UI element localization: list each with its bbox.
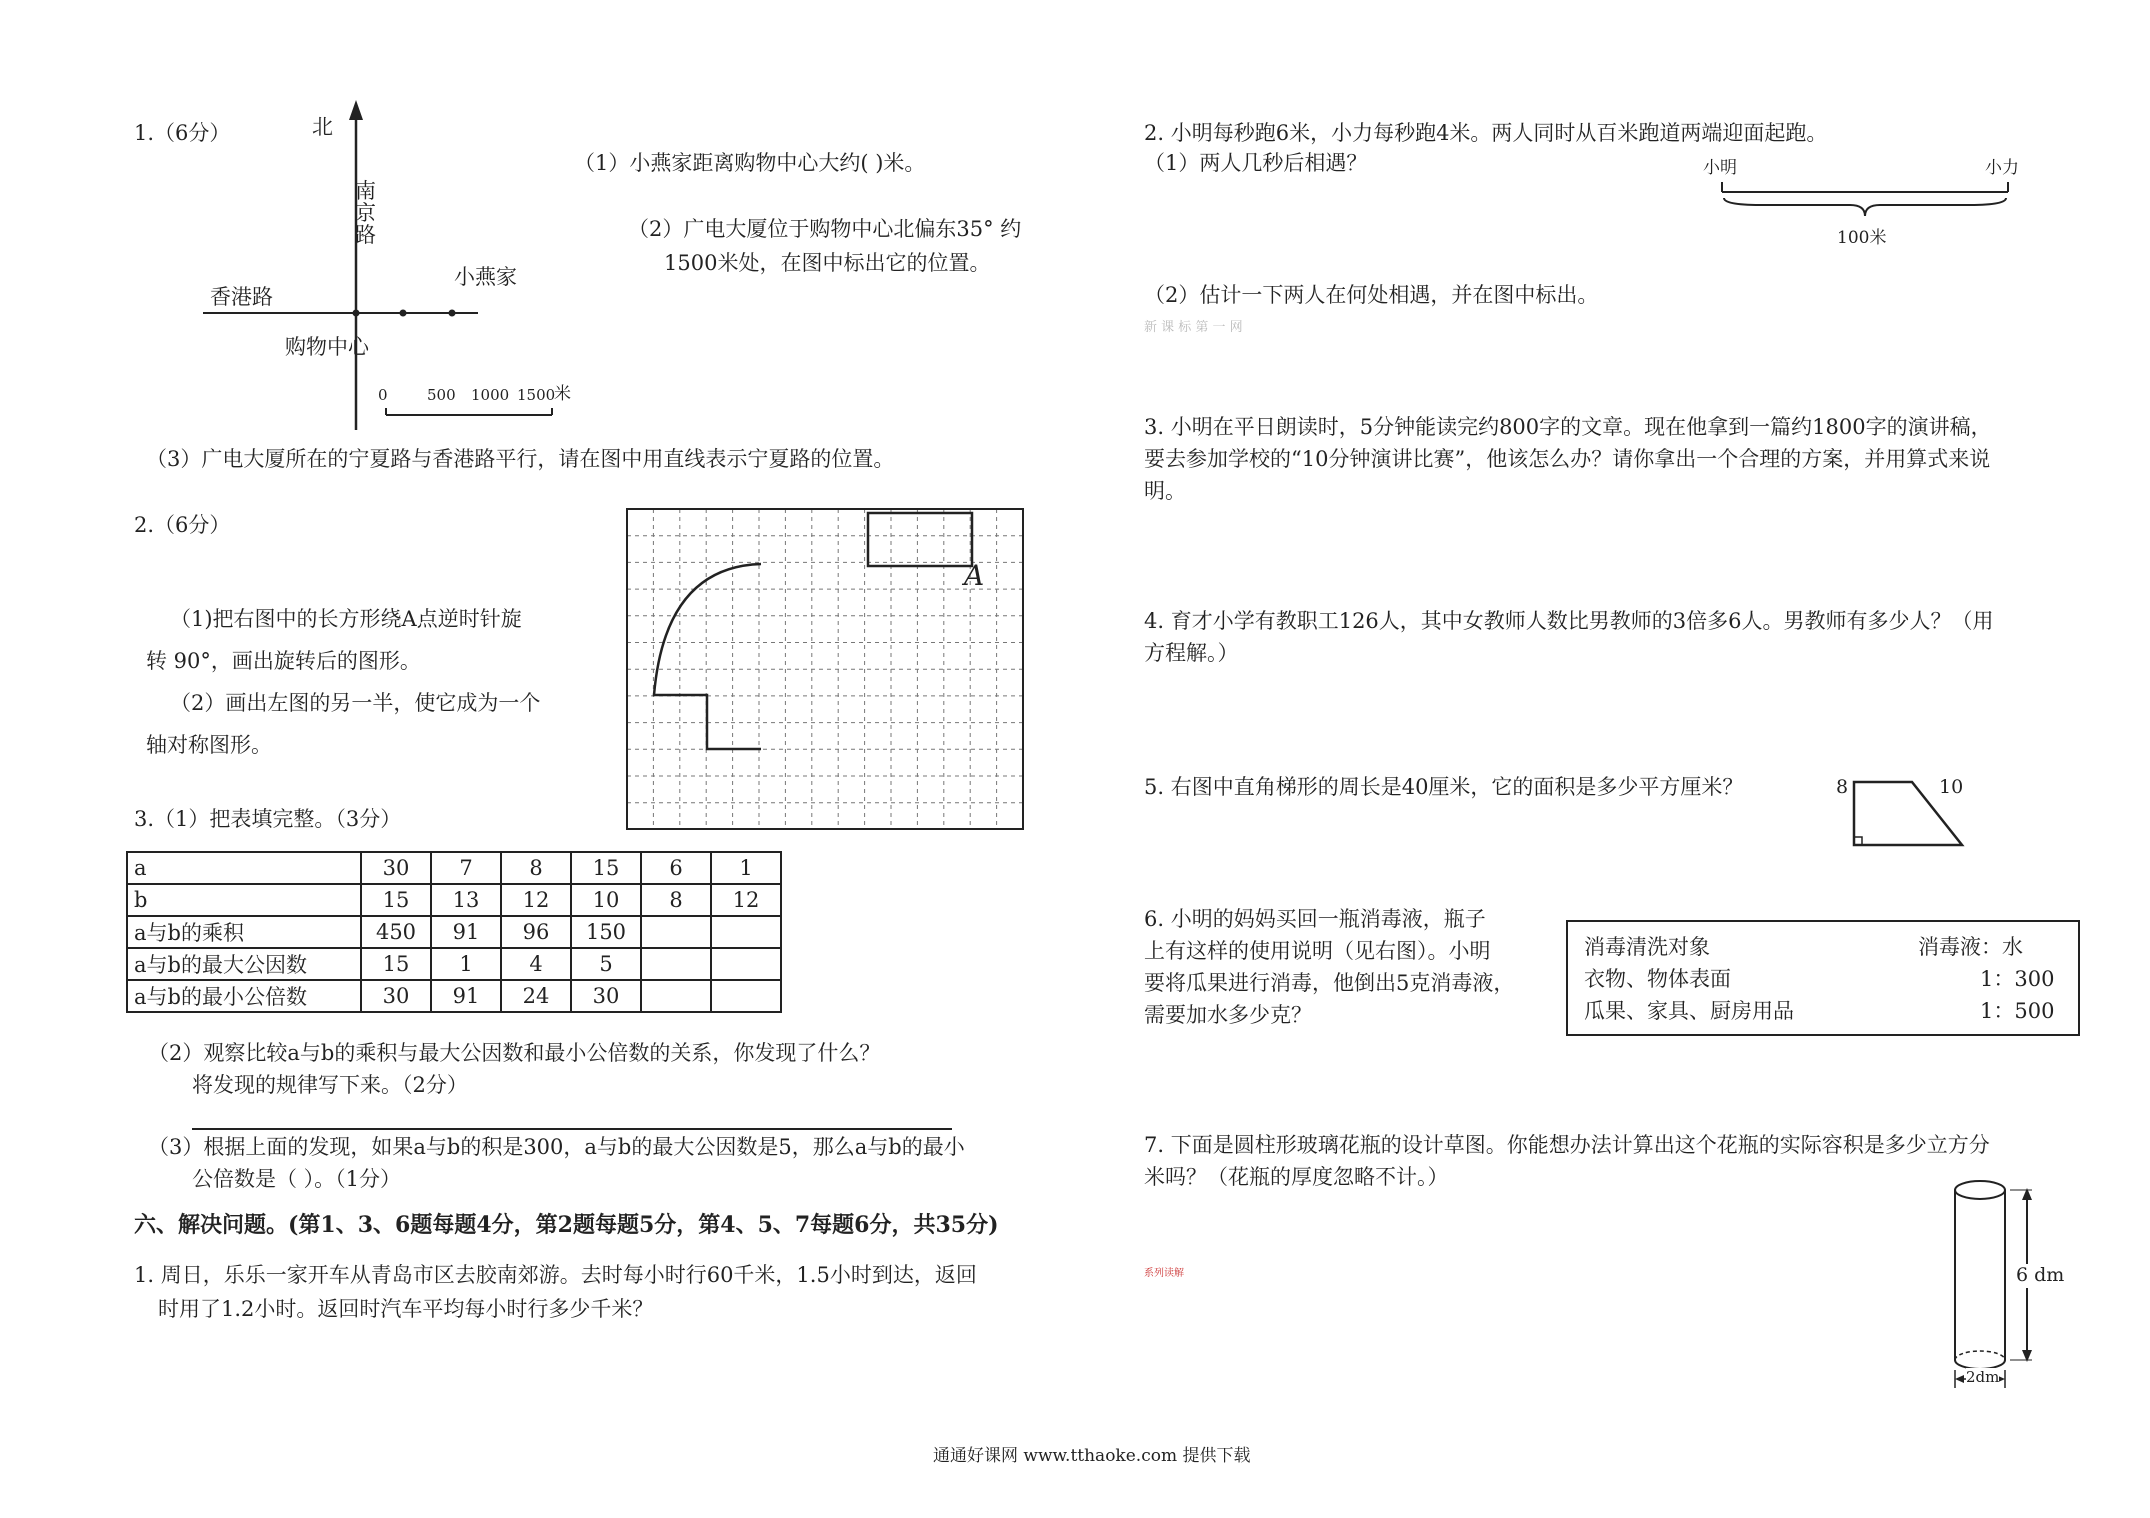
table-cell [641, 948, 711, 980]
table-cell: 30 [361, 980, 431, 1012]
row-header-cell: a与b的最小公倍数 [127, 980, 361, 1012]
table-cell: 450 [361, 916, 431, 948]
xiaoli-label: 小力 [1985, 158, 2019, 178]
half-figure-shape [654, 564, 761, 749]
trapezoid-figure [1850, 780, 1970, 850]
scale-label-0: 0 [378, 386, 388, 404]
table-cell: 15 [571, 852, 641, 884]
scale-label-500: 500 [427, 386, 456, 404]
q1-sub2-line1: （2）广电大厦位于购物中心北偏东35° 约 [628, 217, 1022, 241]
watermark: 新 课 标 第 一 网 [1144, 320, 1243, 335]
table-cell: 1 [431, 948, 501, 980]
problem-4-line1: 4. 育才小学有教职工126人，其中女教师人数比男教师的3倍多6人。男教师有多少人？（用 [1144, 609, 1994, 633]
table-cell: 15 [361, 884, 431, 916]
trapezoid-side-8: 8 [1836, 776, 1849, 798]
table-row [127, 916, 781, 948]
table-cell: 30 [571, 980, 641, 1012]
problem-1-line1: 1. 周日，乐乐一家开车从青岛市区去胶南郊游。去时每小时行60千米，1.5小时到达，返回 [134, 1263, 977, 1287]
xiaoming-label: 小明 [1703, 158, 1737, 178]
answer-line [192, 1128, 952, 1130]
table-cell: 91 [431, 916, 501, 948]
table-cell: 4 [501, 948, 571, 980]
track-diagram [1720, 180, 2020, 220]
q1-map-diagram [0, 0, 600, 440]
table-cell: 13 [431, 884, 501, 916]
q3-table [126, 851, 782, 1013]
q3-sub2-line2: 将发现的规律写下来。（2分） [192, 1073, 468, 1097]
table-row [127, 948, 781, 980]
table-cell: 5 [571, 948, 641, 980]
table-cell: 7 [431, 852, 501, 884]
table-cell: 1 [711, 852, 781, 884]
table-cell [711, 948, 781, 980]
q1-sub1: （1）小燕家距离购物中心大约( )米。 [574, 151, 926, 175]
table-cell: 24 [501, 980, 571, 1012]
problem-1-line2: 时用了1.2小时。返回时汽车平均每小时行多少千米？ [158, 1297, 654, 1321]
problem-3-line1: 3. 小明在平日朗读时，5分钟能读完约800字的文章。现在他拿到一篇约1800字的演讲稿， [1144, 415, 1992, 439]
box-header-object: 消毒清洗对象 [1584, 935, 1710, 959]
q3-sub2-line1: （2）观察比较a与b的乘积与最大公因数和最小公倍数的关系，你发现了什么？ [148, 1041, 881, 1065]
problem-7-line2: 米吗？（花瓶的厚度忽略不计。） [1144, 1165, 1449, 1189]
table-cell: 12 [501, 884, 571, 916]
problem-7-line1: 7. 下面是圆柱形玻璃花瓶的设计草图。你能想办法计算出这个花瓶的实际容积是多少立方分 [1144, 1133, 1990, 1157]
north-label: 北 [312, 115, 333, 139]
table-cell: 12 [711, 884, 781, 916]
problem-4-line2: 方程解。） [1144, 641, 1239, 665]
distance-label: 100米 [1837, 228, 1887, 248]
box-row2-ratio: 1：500 [1980, 999, 2055, 1023]
q2-label: 2.（6分） [134, 513, 231, 537]
table-cell: 30 [361, 852, 431, 884]
q2-grid-figure [627, 509, 1023, 829]
box-row1-object: 衣物、物体表面 [1584, 967, 1731, 991]
section-6-heading: 六、解决问题。(第1、3、6题每题4分，第2题每题5分，第4、5、7每题6分，共35分) [134, 1212, 999, 1238]
table-cell: 8 [501, 852, 571, 884]
table-row [127, 852, 781, 884]
table-cell: 150 [571, 916, 641, 948]
table-cell: 91 [431, 980, 501, 1012]
q2-sub1-line2: 转 90°，画出旋转后的图形。 [146, 649, 421, 673]
problem-6-line1: 6. 小明的妈妈买回一瓶消毒液，瓶子 [1144, 907, 1486, 931]
table-cell: 10 [571, 884, 641, 916]
problem-3-line3: 明。 [1144, 479, 1186, 503]
scale-label-1000: 1000 [471, 386, 510, 404]
table-cell: 6 [641, 852, 711, 884]
problem-2-sub1: （1）两人几秒后相遇？ [1144, 151, 1368, 175]
row-header-cell: b [127, 884, 361, 916]
table-cell: 8 [641, 884, 711, 916]
table-cell [711, 980, 781, 1012]
q3-sub3-line2: 公倍数是（ ）。（1分） [192, 1167, 402, 1191]
problem-2-sub2: （2）估计一下两人在何处相遇，并在图中标出。 [1144, 283, 1599, 307]
row-header-cell: a [127, 852, 361, 884]
table-row [127, 980, 781, 1012]
north-arrow-icon [349, 100, 363, 120]
shopping-center-label: 购物中心 [285, 335, 369, 359]
q3-sub3-line1: （3）根据上面的发现，如果a与b的积是300，a与b的最大公因数是5，那么a与b的最小 [148, 1135, 965, 1159]
q2-sub1-line1: （1)把右图中的长方形绕A点逆时针旋 [170, 607, 522, 631]
table-cell: 96 [501, 916, 571, 948]
problem-6-line3: 要将瓜果进行消毒，他倒出5克消毒液， [1144, 971, 1515, 995]
q2-sub2-line2: 轴对称图形。 [146, 733, 272, 757]
xiaoyan-home-label: 小燕家 [454, 265, 517, 289]
q1-sub3: （3）广电大厦所在的宁夏路与香港路平行，请在图中用直线表示宁夏路的位置。 [146, 447, 895, 471]
box-row2-object: 瓜果、家具、厨房用品 [1584, 999, 1794, 1023]
nanjing-road-label: 南 京 路 [355, 179, 376, 248]
scale-unit: 米 [554, 384, 571, 404]
table-cell [711, 916, 781, 948]
row-header-cell: a与b的乘积 [127, 916, 361, 948]
watermark-small: 系列读解 [1144, 1268, 1184, 1279]
scale-label-1500: 1500 [517, 386, 556, 404]
q1-label: 1.（6分） [134, 121, 231, 145]
xianggang-road-label: 香港路 [210, 285, 273, 309]
table-cell [641, 980, 711, 1012]
box-header-ratio: 消毒液：水 [1918, 935, 2023, 959]
diameter-label: 2dm [1966, 1368, 2000, 1386]
problem-2-text: 2. 小明每秒跑6米，小力每秒跑4米。两人同时从百米跑道两端迎面起跑。 [1144, 121, 1828, 145]
q1-sub2-line2: 1500米处，在图中标出它的位置。 [664, 251, 991, 275]
height-label: 6 dm [2016, 1264, 2065, 1286]
rectangle-shape [868, 513, 972, 566]
box-row1-ratio: 1：300 [1980, 967, 2055, 991]
point-a-label: A [964, 559, 985, 592]
q2-sub2-line1: （2）画出左图的另一半，使它成为一个 [170, 691, 541, 715]
table-cell [641, 916, 711, 948]
q3-label: 3.（1）把表填完整。（3分） [134, 807, 402, 831]
row-header-cell: a与b的最大公因数 [127, 948, 361, 980]
table-row [127, 884, 781, 916]
problem-5-text: 5. 右图中直角梯形的周长是40厘米，它的面积是多少平方厘米？ [1144, 775, 1744, 799]
footer-credit: 通通好课网 www.tthaoke.com 提供下载 [933, 1446, 1251, 1466]
problem-3-line2: 要去参加学校的“10分钟演讲比赛”，他该怎么办？请你拿出一个合理的方案，并用算式来说 [1144, 447, 1991, 471]
table-cell: 15 [361, 948, 431, 980]
problem-6-line2: 上有这样的使用说明（见右图）。小明 [1144, 939, 1491, 963]
problem-6-line4: 需要加水多少克？ [1144, 1003, 1312, 1027]
trapezoid-side-10: 10 [1939, 776, 1964, 798]
